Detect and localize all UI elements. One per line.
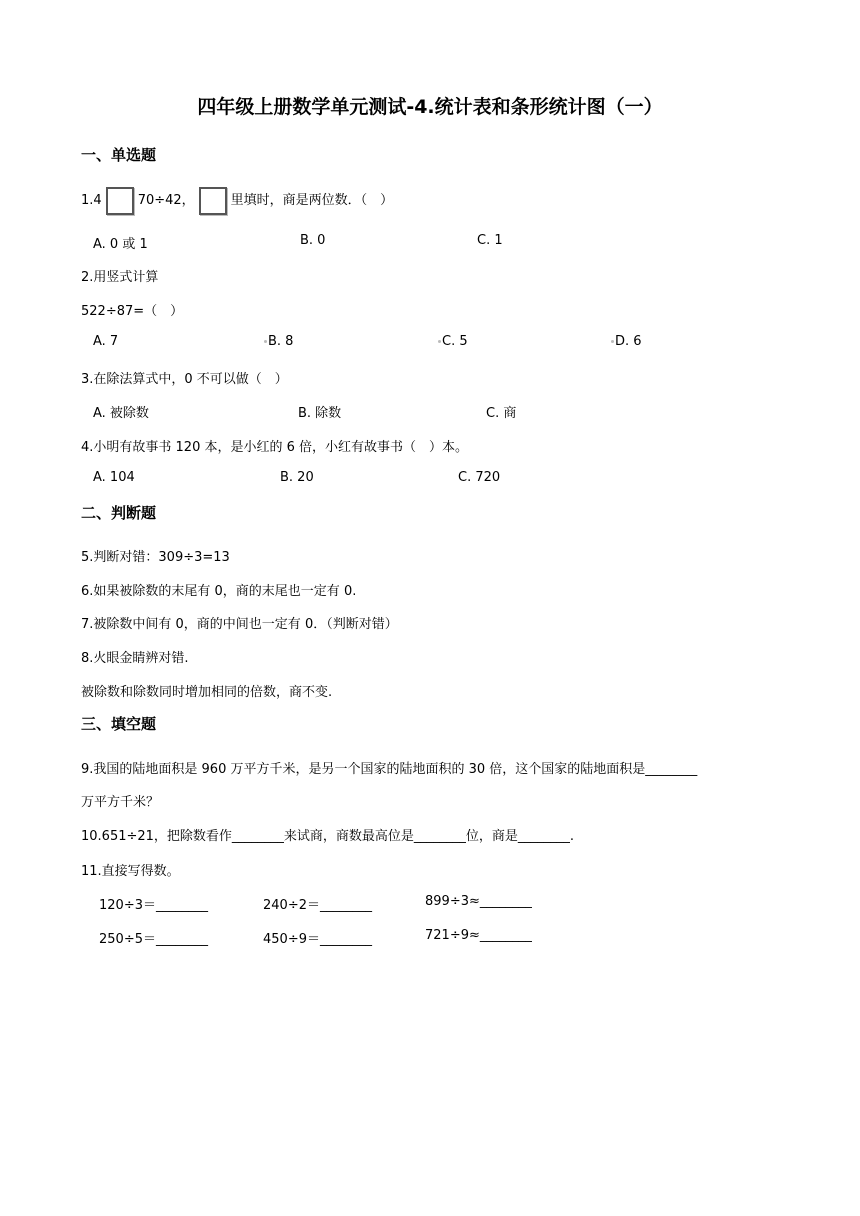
question-11-stem: 11.直接写得数。	[81, 864, 180, 879]
question-4-stem: 4.小明有故事书 120 本，是小红的 6 倍，小红有故事书（ ）本。	[81, 440, 469, 455]
question-9-line-1: 9.我国的陆地面积是 960 万平方千米，是另一个国家的陆地面积的 30 倍，这个国家的陆地面积是________	[81, 762, 698, 777]
calc-item: 899÷3≈________	[425, 894, 532, 909]
option-c[interactable]: C. 1	[477, 233, 503, 248]
question-7: 7.被除数中间有 0，商的中间也一定有 0．（判断对错）	[81, 617, 398, 632]
question-3-stem: 3.在除法算式中，0 不可以做（ ）	[81, 372, 288, 387]
option-c[interactable]: C. 720	[458, 470, 501, 485]
question-1	[81, 186, 393, 216]
bullet-dot-icon	[438, 340, 441, 343]
option-c[interactable]: C. 5	[438, 334, 468, 349]
question-1-prefix: 1.4	[81, 193, 102, 208]
question-2-expression: 522÷87=（ ）	[81, 304, 184, 319]
bullet-dot-icon	[264, 340, 267, 343]
page-title: 四年级上册数学单元测试-4.统计表和条形统计图（一）	[197, 96, 663, 118]
calc-item: 240÷2＝________	[263, 898, 372, 913]
question-9-line-2: 万平方千米？	[81, 795, 160, 810]
question-6: 6.如果被除数的末尾有 0，商的末尾也一定有 0.	[81, 584, 357, 599]
question-1-suffix: 里填时，商是两位数．（ ）	[230, 193, 394, 208]
blank-box	[106, 187, 134, 215]
question-2-stem: 2.用竖式计算	[81, 270, 159, 285]
option-a[interactable]: A. 7	[93, 334, 119, 349]
question-10: 10.651÷21，把除数看作________来试商，商数最高位是________位，商是________.	[81, 829, 575, 844]
option-b[interactable]: B. 20	[280, 470, 314, 485]
calc-item: 120÷3＝________	[99, 898, 208, 913]
calc-item: 721÷9≈________	[425, 928, 532, 943]
question-1-mid: 70÷42，	[137, 193, 195, 208]
option-a[interactable]: A. 104	[93, 470, 135, 485]
section-heading-fill-blank: 三、填空题	[81, 715, 157, 733]
blank-box	[199, 187, 227, 215]
option-a[interactable]: A. 0 或 1	[93, 237, 148, 252]
option-c[interactable]: C. 商	[486, 406, 517, 421]
section-heading-true-false: 二、判断题	[81, 504, 157, 522]
question-8-text: 被除数和除数同时增加相同的倍数，商不变.	[81, 685, 333, 700]
question-5: 5.判断对错：309÷3=13	[81, 550, 230, 565]
calc-item: 250÷5＝________	[99, 932, 208, 947]
option-d[interactable]: D. 6	[611, 334, 642, 349]
bullet-dot-icon	[611, 340, 614, 343]
option-b[interactable]: B. 0	[300, 233, 326, 248]
calc-item: 450÷9＝________	[263, 932, 372, 947]
question-8-stem: 8.火眼金睛辨对错.	[81, 651, 189, 666]
option-b[interactable]: B. 除数	[298, 406, 342, 421]
option-b[interactable]: B. 8	[264, 334, 293, 349]
option-a[interactable]: A. 被除数	[93, 406, 149, 421]
section-heading-single-choice: 一、单选题	[81, 146, 157, 164]
